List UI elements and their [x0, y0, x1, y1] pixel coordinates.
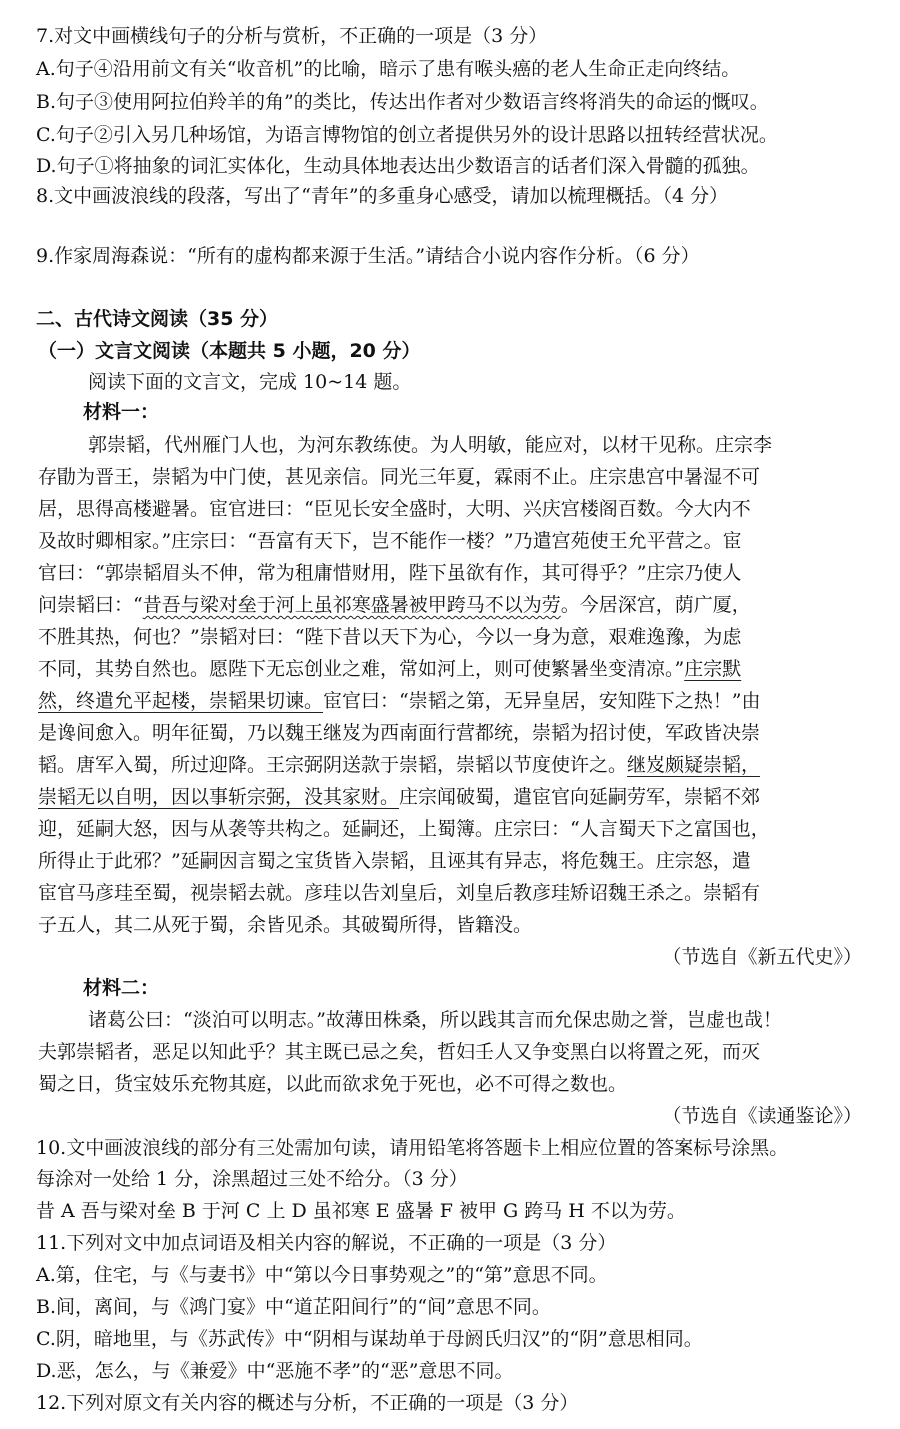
question-11-option-a: A.第，住宅，与《与妻书》中“第以今日事势观之”的“第”意思不同。	[36, 1264, 608, 1286]
material-2-source: （节选自《读通鉴论》）	[662, 1105, 862, 1127]
question-10-stem-continued: 每涂对一处给 1 分，涂黑超过三处不给分。（3 分）	[36, 1168, 468, 1190]
question-7-option-a: A.句子④沿用前文有关“收音机”的比喻，暗示了患有喉头癌的老人生命正走向终结。	[36, 58, 741, 80]
material-2-line: 夫郭崇韬者，恶足以知此乎？其主既已忌之矣，哲妇壬人又争变黑白以将置之死，而灭	[38, 1041, 761, 1063]
plain-text: 不同，其势自然也。愿陛下无忘创业之难，常如河上，则可使繁暑坐变清凉。”	[38, 658, 685, 680]
wavy-underlined-sentence: 昔吾与梁对垒于河上虽祁寒盛暑被甲跨马不以为劳	[142, 594, 561, 616]
question-7-stem: 7.对文中画横线句子的分析与赏析，不正确的一项是（3 分）	[36, 25, 548, 47]
material-1-line: 郭崇韬，代州雁门人也，为河东教练使。为人明敏，能应对，以材干见称。庄宗李	[88, 434, 773, 456]
plain-text: 庄宗闻破蜀，遣宦官向延嗣劳军，崇韬不郊	[399, 786, 761, 808]
material-1-line	[38, 784, 760, 810]
plain-text: 韬。唐军入蜀，所过迎降。王宗弼阴送款于崇韬，崇韬以节度使许之。	[38, 754, 628, 776]
section-heading: 二、古代诗文阅读（35 分）	[36, 308, 279, 330]
underlined-sentence: 崇韬无以自明，因以事斩宗弼，没其家财。	[38, 786, 400, 808]
material-1-line: 迎，延嗣大怒，因与从袭等共构之。延嗣还，上蜀簿。庄宗曰：“人言蜀天下之富国也，	[38, 818, 770, 840]
material-1-line: 所得止于此邪？”延嗣因言蜀之宝货皆入崇韬，且诬其有异志，将危魏王。庄宗怒，遣	[38, 850, 751, 872]
question-11-option-d: D.恶，怎么，与《兼爱》中“恶施不孝”的“恶”意思不同。	[36, 1360, 514, 1382]
material-1-line	[38, 688, 760, 714]
material-1-line: 及故时卿相家。”庄宗曰：“吾富有天下，岂不能作一楼？”乃遣宫苑使王允平营之。宦	[38, 530, 742, 552]
underlined-sentence: 继岌颇疑崇韬，	[627, 754, 761, 776]
question-7-option-b: B.句子③使用阿拉伯羚羊的角”的类比，传达出作者对少数语言终将消失的命运的慨叹。	[36, 91, 769, 113]
plain-text: 。今居深宫，荫广厦，	[560, 594, 751, 616]
plain-text: 问崇韬曰：“	[38, 594, 143, 616]
subsection-heading: （一）文言文阅读（本题共 5 小题，20 分）	[38, 340, 421, 362]
question-7-option-c: C.句子②引入另几种场馆，为语言博物馆的创立者提供另外的设计思路以扭转经营状况。	[36, 124, 778, 146]
material-1-label: 材料一：	[83, 401, 160, 423]
material-2-line: 诸葛公曰：“淡泊可以明志。”故薄田株桑，所以践其言而允保忠勋之誉，岂虚也哉！	[88, 1009, 782, 1031]
plain-text: 宦官曰：“崇韬之第，无异皇居，安知陛下之热！”由	[323, 690, 761, 712]
material-2-line: 蜀之日，货宝妓乐充物其庭，以此而欲求免于死也，必不可得之数也。	[38, 1073, 628, 1095]
material-1-line: 居，思得高楼避暑。宦官进曰：“臣见长安全盛时，大明、兴庆宫楼阁百数。今大内不	[38, 498, 751, 520]
material-1-line: 子五人，其二从死于蜀，余皆见杀。其破蜀所得，皆籍没。	[38, 914, 533, 936]
question-10-stem: 10.文中画波浪线的部分有三处需加句读，请用铅笔将答题卡上相应位置的答案标号涂黑。	[36, 1137, 789, 1159]
material-1-line: 宦官马彦珪至蜀，视崇韬去就。彦珪以告刘皇后，刘皇后教彦珪矫诏魏王杀之。崇韬有	[38, 882, 761, 904]
material-1-line	[38, 592, 751, 618]
question-12-stem: 12.下列对原文有关内容的概述与分析，不正确的一项是（3 分）	[36, 1392, 579, 1414]
underlined-sentence: 然，终遣允平起楼，崇韬果切谏。	[38, 690, 324, 712]
material-1-line: 不胜其热，何也？”崇韬对曰：“陛下昔以天下为心，今以一身为意，艰难逸豫，为虑	[38, 626, 742, 648]
material-1-line: 存勖为晋王，崇韬为中门使，甚见亲信。同光三年夏，霖雨不止。庄宗患宫中暑湿不可	[38, 466, 761, 488]
underlined-sentence: 庄宗默	[684, 658, 742, 680]
question-11-option-b: B.间，离间，与《鸿门宴》中“道芷阳间行”的“间”意思不同。	[36, 1296, 551, 1318]
question-9: 9.作家周海森说：“所有的虚构都来源于生活。”请结合小说内容作分析。（6 分）	[36, 245, 700, 267]
question-7-option-d: D.句子①将抽象的词汇实体化，生动具体地表达出少数语言的话者们深入骨髓的孤独。	[36, 155, 760, 177]
material-1-source: （节选自《新五代史》）	[662, 946, 862, 968]
question-11-option-c: C.阴，暗地里，与《苏武传》中“阴相与谋劫单于母阏氏归汉”的“阴”意思相同。	[36, 1328, 703, 1350]
question-8: 8.文中画波浪线的段落，写出了“青年”的多重身心感受，请加以梳理概括。（4 分）	[36, 185, 729, 207]
material-2-label: 材料二：	[83, 977, 160, 999]
material-1-line	[38, 656, 741, 682]
question-11-stem: 11.下列对文中加点词语及相关内容的解说，不正确的一项是（3 分）	[36, 1232, 617, 1254]
material-1-line: 官曰：“郭崇韬眉头不伸，常为租庸惜财用，陛下虽欲有作，其可得乎？”庄宗乃使人	[38, 562, 742, 584]
reading-instruction: 阅读下面的文言文，完成 10~14 题。	[88, 371, 412, 393]
material-1-line	[38, 752, 760, 778]
material-1-line: 是谗间愈入。明年征蜀，乃以魏王继岌为西南面行营都统，崇韬为招讨使，军政皆决崇	[38, 722, 761, 744]
question-10-options: 昔 A 吾与梁对垒 B 于河 C 上 D 虽祁寒 E 盛暑 F 被甲 G 跨马 H 不以为劳。	[36, 1200, 686, 1222]
